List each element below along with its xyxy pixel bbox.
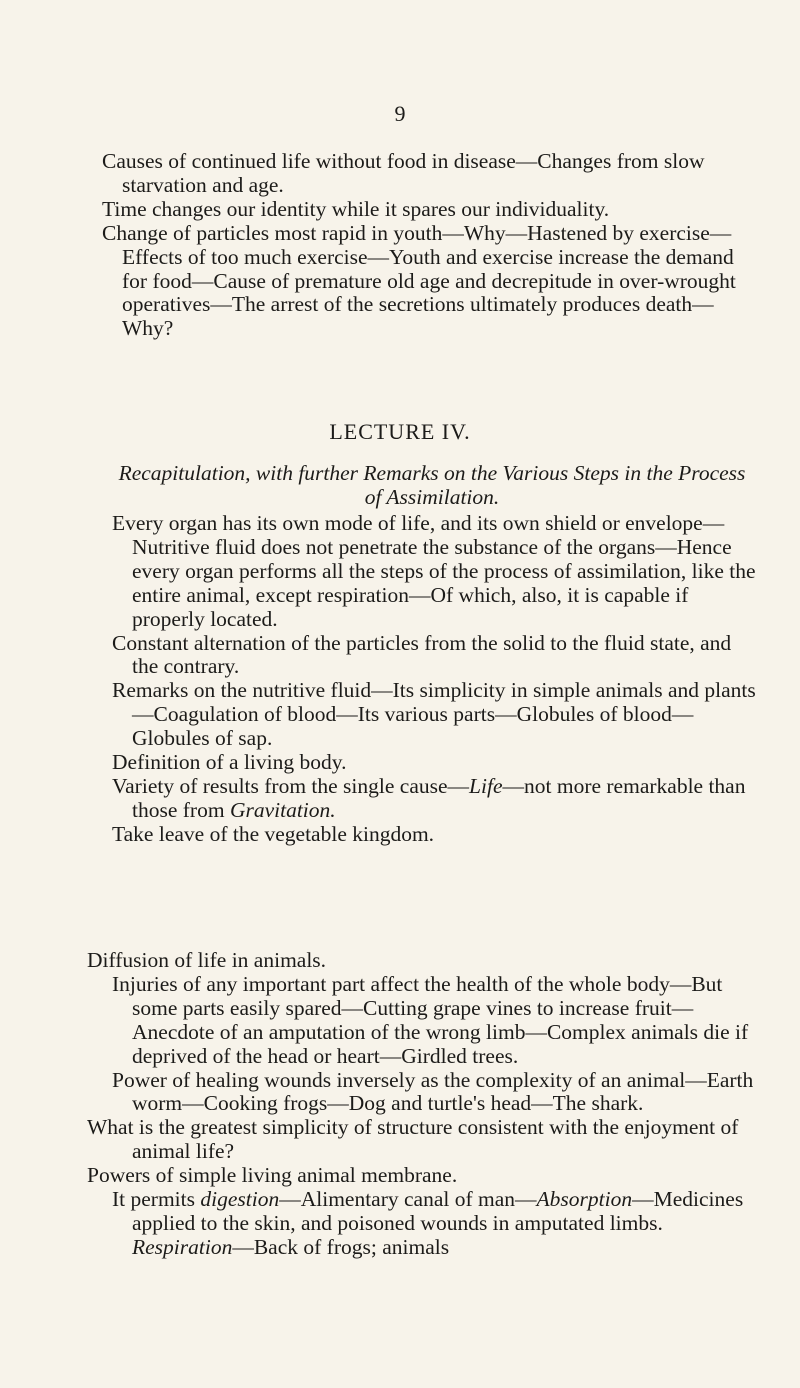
section-a-paragraph: Take leave of the vegetable kingdom. — [112, 821, 435, 846]
section-b-paragraph: What is the greatest simplicity of structure consistent with the enjoyment of animal life? — [87, 1115, 739, 1164]
section-b-paragraph — [87, 1188, 762, 1260]
section-a-paragraph: Every organ has its own mode of life, and its own shield or envelope—Nutritive fluid does not penetrate the substance of the organs—Hence every organ performs all the steps of the process of assimilation, like the entire animal, except respiration—Of which, also, it is capable if properly located. — [112, 511, 756, 631]
emphasis-gravitation: Gravitation. — [229, 797, 336, 822]
lecture-subtitle: Recapitulation, with further Remarks on the Various Steps in the Process of Assimilation. — [118, 461, 746, 509]
section-a-paragraph: Remarks on the nutritive fluid—Its simplicity in simple animals and plants—Coagulation of blood—Its various parts—Globules of blood—Globules of sap. — [112, 678, 756, 751]
page-number: 9 — [394, 101, 406, 126]
text-run: Variety of results from the single cause— — [112, 773, 470, 798]
lecture-title: LECTURE IV. — [329, 419, 471, 444]
summary-paragraph: Causes of continued life without food in disease—Changes from slow starvation and age. — [102, 149, 705, 197]
section-a-paragraph — [112, 775, 762, 823]
section-a-paragraph: Definition of a living body. — [112, 750, 347, 775]
text-run: —Medicines applied to the skin, and poisoned wounds in amputated limbs. — [132, 1187, 744, 1235]
section-b-paragraph: Powers of simple living animal membrane. — [87, 1163, 458, 1188]
text-run: —Back of frogs; animals — [232, 1234, 450, 1259]
summary-top — [102, 150, 762, 341]
section-b-paragraph: Diffusion of life in animals. — [87, 948, 327, 972]
summary-paragraph: Change of particles most rapid in youth—Why—Hastened by exercise—Effects of too much exercise—Youth and exercise increase the demand for food—Cause of premature old age and decrepitude in over-wrought operatives—The arrest of the secretions ultimately produces death—Why? — [102, 220, 736, 341]
summary-paragraph: Time changes our identity while it spares our individuality. — [102, 196, 610, 221]
section-b — [87, 949, 762, 1260]
text-run: —not more remarkable than those from — [132, 773, 746, 822]
emphasis-life: Life — [469, 773, 503, 798]
text-run: —Alimentary canal of man— — [279, 1187, 537, 1212]
section-b-paragraph: Power of healing wounds inversely as the complexity of an animal—Earth worm—Cooking frogs—Dog and turtle's head—The shark. — [112, 1067, 754, 1116]
section-a-paragraph: Constant alternation of the particles from the solid to the fluid state, and the contrary. — [112, 630, 732, 679]
emphasis-respiration: Respiration — [132, 1234, 233, 1259]
section-b-paragraph: Injuries of any important part affect the health of the whole body—But some parts easily spared—Cutting grape vines to increase fruit—Anecdote of an amputation of the wrong limb—Complex animals die if deprived of the head or heart—Girdled trees. — [112, 971, 749, 1068]
emphasis-absorption: Absorption — [536, 1187, 633, 1212]
emphasis-digestion: digestion — [200, 1187, 280, 1212]
section-a — [112, 512, 762, 847]
text-run: It permits — [112, 1187, 201, 1212]
